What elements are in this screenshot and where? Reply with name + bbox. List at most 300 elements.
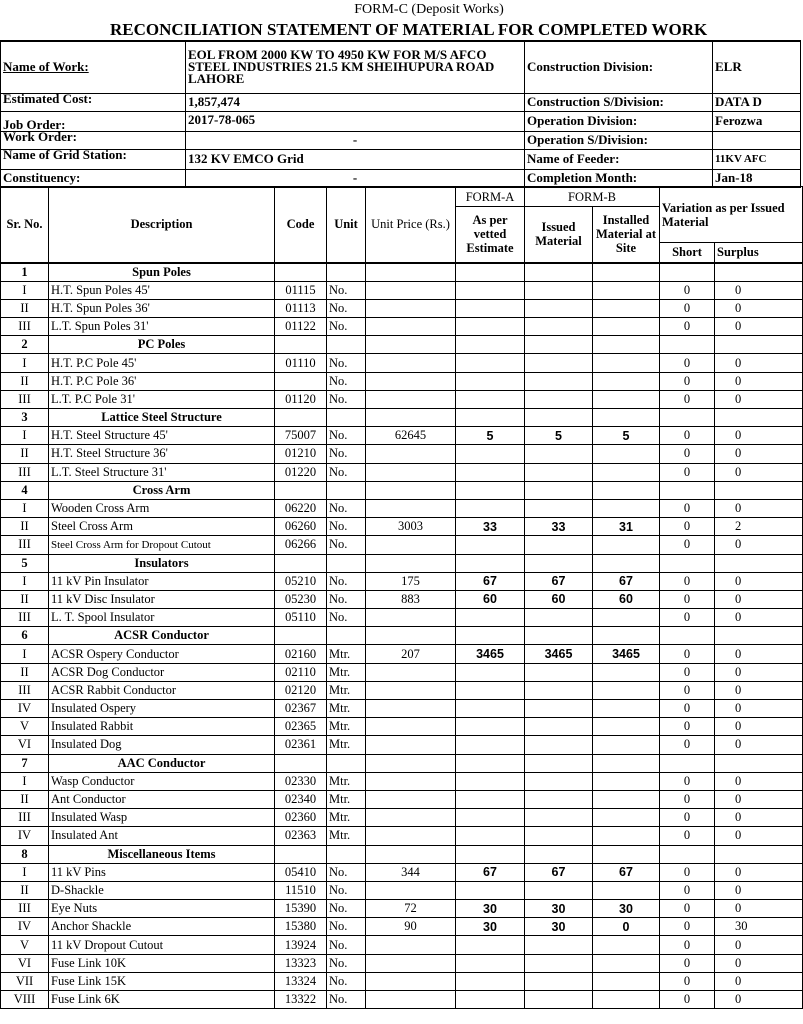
item-short: 0 [660,390,715,408]
item-short: 0 [660,590,715,608]
empty-cell [593,481,660,499]
item-code: 02330 [275,772,327,790]
item-sr: VI [1,736,49,754]
grid-station-value: 132 KV EMCO Grid [186,149,525,169]
item-sr: I [1,354,49,372]
item-unit: No. [327,518,366,536]
item-as-per-estimate: 33 [456,518,525,536]
work-order-value: - [186,131,525,149]
section-title: Insulators [49,554,275,572]
item-unit-price: 90 [366,918,456,936]
item-description: L.T. P.C Pole 31' [49,390,275,408]
section-number: 4 [1,481,49,499]
item-sr: I [1,572,49,590]
empty-cell [327,754,366,772]
item-as-per-estimate: 60 [456,590,525,608]
item-issued [525,772,593,790]
empty-cell [366,263,456,282]
item-issued [525,954,593,972]
item-short: 0 [660,718,715,736]
item-sr: I [1,427,49,445]
item-issued [525,609,593,627]
item-as-per-estimate [456,827,525,845]
item-code: 13322 [275,991,327,1009]
item-unit: No. [327,900,366,918]
item-as-per-estimate [456,972,525,990]
item-sr: II [1,445,49,463]
item-unit: Mtr. [327,772,366,790]
item-surplus: 0 [715,463,803,481]
table-row [1,645,803,663]
section-title: Cross Arm [49,481,275,499]
table-row [1,299,803,317]
header-as-per-estimate: As per vetted Estimate [456,207,525,263]
empty-cell [660,481,715,499]
item-code: 05110 [275,609,327,627]
empty-cell [456,754,525,772]
item-installed: 0 [593,918,660,936]
item-as-per-estimate [456,609,525,627]
section-row [1,627,803,645]
item-surplus: 0 [715,499,803,517]
item-surplus: 0 [715,991,803,1009]
item-description: L.T. Steel Structure 31' [49,463,275,481]
table-row [1,809,803,827]
item-short: 0 [660,299,715,317]
item-surplus: 0 [715,863,803,881]
form-title: FORM-C (Deposit Works) [354,2,504,17]
item-unit: No. [327,372,366,390]
item-code: 01110 [275,354,327,372]
empty-cell [593,409,660,427]
header-form-a: FORM-A [456,187,525,207]
item-description: H.T. Spun Poles 45' [49,281,275,299]
item-code: 05230 [275,590,327,608]
item-issued [525,463,593,481]
item-unit: No. [327,609,366,627]
item-sr: II [1,590,49,608]
item-as-per-estimate [456,499,525,517]
table-row [1,318,803,336]
item-description: L. T. Spool Insulator [49,609,275,627]
item-installed [593,954,660,972]
item-installed: 30 [593,900,660,918]
item-unit: Mtr. [327,809,366,827]
empty-cell [660,754,715,772]
item-issued: 33 [525,518,593,536]
item-unit-price [366,536,456,554]
section-row [1,263,803,282]
item-description: Wasp Conductor [49,772,275,790]
table-row [1,863,803,881]
empty-cell [660,845,715,863]
item-as-per-estimate [456,663,525,681]
construction-subdivision-label: Construction S/Division: [525,93,713,111]
item-sr: III [1,318,49,336]
item-issued [525,936,593,954]
item-installed [593,772,660,790]
item-description: Eye Nuts [49,900,275,918]
table-row [1,900,803,918]
item-unit-price: 883 [366,590,456,608]
table-row [1,827,803,845]
item-short: 0 [660,700,715,718]
item-unit: No. [327,463,366,481]
empty-cell [715,481,803,499]
item-surplus: 0 [715,536,803,554]
item-short: 0 [660,827,715,845]
item-sr: V [1,718,49,736]
empty-cell [660,554,715,572]
item-as-per-estimate: 5 [456,427,525,445]
section-title: Miscellaneous Items [49,845,275,863]
header-short: Short [660,243,715,263]
item-as-per-estimate [456,881,525,899]
header-code: Code [275,187,327,263]
item-code: 05210 [275,572,327,590]
table-row [1,991,803,1009]
table-row [1,536,803,554]
empty-cell [456,263,525,282]
constituency-value: - [186,169,525,187]
empty-cell [327,263,366,282]
item-description: Fuse Link 6K [49,991,275,1009]
item-sr: III [1,463,49,481]
operation-division-value: Ferozwa [713,111,801,131]
item-issued [525,390,593,408]
empty-cell [456,627,525,645]
item-unit-price: 72 [366,900,456,918]
item-installed [593,700,660,718]
item-surplus: 0 [715,609,803,627]
item-description: Insulated Rabbit [49,718,275,736]
item-unit: No. [327,991,366,1009]
item-unit: No. [327,281,366,299]
item-unit-price [366,609,456,627]
item-surplus: 0 [715,390,803,408]
item-unit-price [366,445,456,463]
item-unit-price [366,827,456,845]
table-row [1,881,803,899]
statement-title: RECONCILIATION STATEMENT OF MATERIAL FOR COMPLETED WORK [110,20,708,39]
item-as-per-estimate [456,390,525,408]
item-installed [593,390,660,408]
item-sr: IV [1,827,49,845]
item-unit: No. [327,354,366,372]
empty-cell [660,263,715,282]
item-installed [593,790,660,808]
table-row [1,390,803,408]
item-issued [525,881,593,899]
table-row [1,281,803,299]
item-unit-price [366,936,456,954]
item-unit-price [366,790,456,808]
item-code: 01122 [275,318,327,336]
item-sr: II [1,299,49,317]
work-info-table [0,40,801,188]
item-issued: 30 [525,918,593,936]
item-sr: VIII [1,991,49,1009]
item-code: 15380 [275,918,327,936]
empty-cell [366,481,456,499]
empty-cell [660,336,715,354]
empty-cell [366,554,456,572]
section-title: PC Poles [49,336,275,354]
empty-cell [593,554,660,572]
item-short: 0 [660,936,715,954]
item-installed [593,445,660,463]
table-row [1,936,803,954]
item-unit: Mtr. [327,736,366,754]
item-unit-price [366,354,456,372]
item-installed [593,609,660,627]
section-row [1,554,803,572]
completion-month-value: Jan-18 [713,169,801,187]
item-issued: 67 [525,863,593,881]
item-installed [593,736,660,754]
item-code: 13323 [275,954,327,972]
item-installed [593,991,660,1009]
item-short: 0 [660,499,715,517]
item-code: 06266 [275,536,327,554]
item-surplus: 0 [715,718,803,736]
item-unit-price: 3003 [366,518,456,536]
empty-cell [327,845,366,863]
table-row [1,972,803,990]
item-as-per-estimate [456,681,525,699]
item-sr: I [1,863,49,881]
item-short: 0 [660,681,715,699]
section-number: 1 [1,263,49,282]
item-short: 0 [660,772,715,790]
item-sr: VI [1,954,49,972]
header-variation: Variation as per Issued Material [660,187,803,243]
item-unit: Mtr. [327,718,366,736]
item-sr: IV [1,700,49,718]
empty-cell [275,409,327,427]
item-unit: No. [327,936,366,954]
item-unit: No. [327,499,366,517]
item-description: L.T. Spun Poles 31' [49,318,275,336]
item-description: Ant Conductor [49,790,275,808]
empty-cell [456,845,525,863]
item-unit: No. [327,390,366,408]
item-short: 0 [660,572,715,590]
empty-cell [715,409,803,427]
item-surplus: 0 [715,809,803,827]
item-as-per-estimate [456,372,525,390]
section-number: 6 [1,627,49,645]
item-as-per-estimate: 30 [456,918,525,936]
item-installed [593,299,660,317]
item-code: 01115 [275,281,327,299]
item-issued [525,499,593,517]
item-short: 0 [660,809,715,827]
item-unit-price [366,390,456,408]
section-number: 5 [1,554,49,572]
grid-station-label: Name of Grid Station: [1,149,186,169]
item-description: Fuse Link 15K [49,972,275,990]
section-number: 3 [1,409,49,427]
item-unit-price [366,463,456,481]
item-description: 11 kV Pin Insulator [49,572,275,590]
section-title: ACSR Conductor [49,627,275,645]
item-as-per-estimate [456,991,525,1009]
item-code: 75007 [275,427,327,445]
item-description: Anchor Shackle [49,918,275,936]
empty-cell [275,554,327,572]
table-row [1,518,803,536]
item-description: H.T. Spun Poles 36' [49,299,275,317]
table-row [1,790,803,808]
empty-cell [456,336,525,354]
item-surplus: 0 [715,936,803,954]
item-issued [525,372,593,390]
operation-subdivision-label: Operation S/Division: [525,131,713,149]
item-sr: I [1,645,49,663]
table-row [1,427,803,445]
item-short: 0 [660,609,715,627]
item-sr: II [1,518,49,536]
item-as-per-estimate [456,736,525,754]
item-code: 01220 [275,463,327,481]
item-description: Insulated Ospery [49,700,275,718]
item-unit-price [366,718,456,736]
item-as-per-estimate [456,445,525,463]
item-short: 0 [660,536,715,554]
item-installed: 67 [593,572,660,590]
item-as-per-estimate [456,718,525,736]
table-row [1,572,803,590]
item-unit-price [366,681,456,699]
item-short: 0 [660,463,715,481]
item-sr: I [1,499,49,517]
item-code: 11510 [275,881,327,899]
item-short: 0 [660,318,715,336]
item-installed: 3465 [593,645,660,663]
item-description: 11 kV Pins [49,863,275,881]
item-unit-price: 207 [366,645,456,663]
item-unit-price [366,318,456,336]
item-unit-price: 175 [366,572,456,590]
feeder-value: 11KV AFC [713,149,801,169]
item-short: 0 [660,281,715,299]
item-installed [593,681,660,699]
item-unit: Mtr. [327,700,366,718]
empty-cell [715,263,803,282]
item-description: Fuse Link 10K [49,954,275,972]
item-surplus: 0 [715,590,803,608]
item-unit: Mtr. [327,663,366,681]
item-surplus: 0 [715,354,803,372]
item-issued [525,991,593,1009]
item-description: H.T. P.C Pole 45' [49,354,275,372]
item-short: 0 [660,863,715,881]
empty-cell [275,336,327,354]
item-code: 02365 [275,718,327,736]
item-as-per-estimate: 3465 [456,645,525,663]
empty-cell [593,754,660,772]
table-row [1,718,803,736]
header-unit: Unit [327,187,366,263]
item-code: 01210 [275,445,327,463]
item-installed [593,499,660,517]
item-issued: 3465 [525,645,593,663]
table-row [1,918,803,936]
item-short: 0 [660,445,715,463]
item-issued [525,718,593,736]
item-short: 0 [660,736,715,754]
section-row [1,845,803,863]
item-description: 11 kV Dropout Cutout [49,936,275,954]
item-surplus: 0 [715,900,803,918]
item-description: ACSR Dog Conductor [49,663,275,681]
item-surplus: 0 [715,700,803,718]
estimated-cost-value: 1,857,474 [186,93,525,111]
empty-cell [275,263,327,282]
item-sr: III [1,536,49,554]
item-installed: 5 [593,427,660,445]
table-row [1,663,803,681]
item-description: Insulated Ant [49,827,275,845]
table-row [1,445,803,463]
item-installed: 60 [593,590,660,608]
item-installed [593,354,660,372]
item-sr: II [1,881,49,899]
empty-cell [525,263,593,282]
item-code: 13324 [275,972,327,990]
item-surplus: 0 [715,372,803,390]
item-issued [525,809,593,827]
empty-cell [327,554,366,572]
item-unit-price [366,972,456,990]
item-issued [525,681,593,699]
item-issued [525,827,593,845]
item-short: 0 [660,372,715,390]
section-row [1,409,803,427]
empty-cell [275,845,327,863]
item-code [275,372,327,390]
section-title: AAC Conductor [49,754,275,772]
job-order-value: 2017-78-065 [186,111,525,131]
item-unit-price [366,700,456,718]
header-issued: Issued Material [525,207,593,263]
item-sr: III [1,609,49,627]
item-unit-price: 62645 [366,427,456,445]
table-row [1,954,803,972]
empty-cell [660,627,715,645]
item-description: H.T. P.C Pole 36' [49,372,275,390]
item-code: 05410 [275,863,327,881]
item-code: 02367 [275,700,327,718]
empty-cell [525,627,593,645]
table-row [1,499,803,517]
item-as-per-estimate [456,536,525,554]
item-installed [593,663,660,681]
item-as-per-estimate: 67 [456,572,525,590]
table-row [1,609,803,627]
item-unit-price [366,499,456,517]
section-title: Spun Poles [49,263,275,282]
item-sr: III [1,809,49,827]
item-unit: No. [327,918,366,936]
item-issued [525,972,593,990]
item-as-per-estimate [456,299,525,317]
empty-cell [327,336,366,354]
item-unit: No. [327,536,366,554]
item-as-per-estimate [456,790,525,808]
item-surplus: 0 [715,954,803,972]
